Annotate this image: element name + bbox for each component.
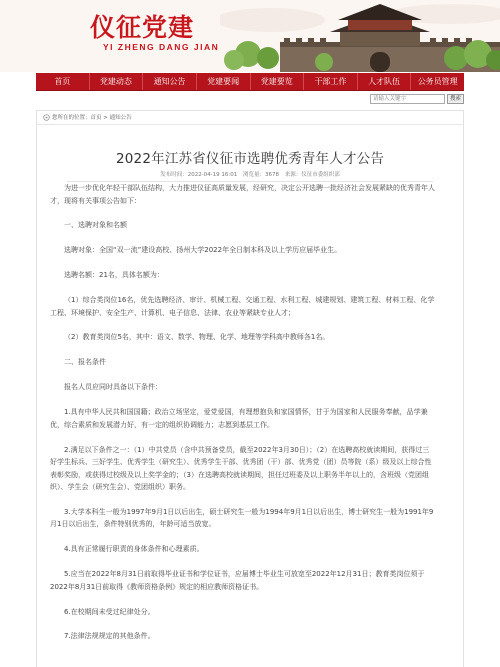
search-button[interactable]: 搜索 xyxy=(447,94,464,104)
view-count: 浏览量：3678 xyxy=(243,172,280,178)
article-meta xyxy=(37,170,463,178)
article-source: 来源：仪征市委组织部 xyxy=(284,172,340,178)
search-bar xyxy=(36,92,464,106)
nav-item-home[interactable]: 首页 xyxy=(36,73,90,90)
article-paragraph: 报名人员应同时具备以下条件： xyxy=(64,383,162,392)
article-paragraph: （1）综合类岗位16名，优先选聘经济、审计、机械工程、交通工程、水利工程、城建规划、建筑工程、材料工程、化学工程、环境保护、安全生产、计算机、电子信息、法律、农业等紧缺专业人才； xyxy=(50,296,435,317)
article-paragraph: 5.应当在2022年8月31日前取得毕业证书和学位证书，应届博士毕业生可放宽至2022年12月31日；教育类岗位须于2022年8月31日前取得《教师资格条例》规定的相应教师资格证书。 xyxy=(50,570,425,591)
article-paragraph: 选聘名额：21名，具体名额为： xyxy=(64,271,164,280)
site-title[interactable]: 仪征党建 xyxy=(90,13,195,42)
search-input[interactable] xyxy=(370,94,445,104)
article-paragraph: （2）教育类岗位5名，其中：语文、数学、物理、化学、地理等学科高中教师各1名。 xyxy=(64,333,330,342)
nav-item-talent-team[interactable]: 人才队伍 xyxy=(358,73,412,90)
breadcrumb-text[interactable]: 您所在的位置：首页 > 通知公告 xyxy=(52,114,132,121)
article-paragraph: 2.满足以下条件之一：（1）中共党员（含中共预备党员，截至2022年3月30日）；（2）在选聘高校就读期间，获得过三好学生标兵、三好学生、优秀学生（研究生）、优秀学生干部、优秀团（干）部、优秀党（团）员等院（系）级及以上综合性表彰奖励，或获得过校级及以上奖学金的；（3）在选聘高校就读期间，担任过班委及以上职务半年以上的，含班级（党团组织）、学生会（研究生会）、党团组织）职务。 xyxy=(50,445,432,492)
article-paragraph: 3.大学本科生一般为1997年9月1日以后出生，硕士研究生一般为1994年9月1日以后出生，博士研究生一般为1991年9月1日以后出生，条件特别优秀的，年龄可适当放宽。 xyxy=(50,507,434,529)
section-heading: 一、选聘对象和名额 xyxy=(64,221,127,230)
nav-item-notices[interactable]: 通知公告 xyxy=(143,73,197,90)
nav-item-party-news[interactable]: 党建动态 xyxy=(90,73,144,90)
breadcrumb xyxy=(37,111,463,125)
article-body xyxy=(50,182,435,655)
nav-item-party-headlines[interactable]: 党建要闻 xyxy=(197,73,251,90)
article-title: 2022年江苏省仪征市选聘优秀青年人才公告 xyxy=(115,151,385,167)
main-nav xyxy=(36,73,464,91)
section-heading: 二、报名条件 xyxy=(64,358,106,367)
nav-item-cadre-work[interactable]: 干部工作 xyxy=(304,73,358,90)
article-paragraph: 7.法律法规规定的其他条件。 xyxy=(64,632,155,641)
nav-item-party-overview[interactable]: 党建要览 xyxy=(251,73,305,90)
site-pinyin: YI ZHENG DANG JIAN xyxy=(103,42,220,52)
article-paragraph: 4.具有正常履行职责的身体条件和心理素质。 xyxy=(64,545,204,554)
article-paragraph: 选聘对象：全国“双一流”建设高校、扬州大学2022年全日制本科及以上学历应届毕业生。 xyxy=(64,246,342,255)
site-header xyxy=(0,0,500,72)
article-paragraph: 1.具有中华人民共和国国籍；政治立场坚定，爱党爱国，有理想抱负和家国情怀，甘于为国家和人民服务奉献，品学兼优，综合素质和发展潜力好，有一定的组织协调能力；志愿到基层工作。 xyxy=(50,408,428,429)
nav-item-civil-servant[interactable]: 公务员管理 xyxy=(417,77,458,86)
publish-date: 发布时间：2022-04-19 16:01 xyxy=(160,172,238,178)
city-gate-scenery xyxy=(220,0,500,72)
article-paragraph: 6.在校期间未受过纪律处分。 xyxy=(64,607,155,616)
location-icon xyxy=(43,114,50,121)
article-paragraph: 为进一步优化年轻干部队伍结构，大力推进仪征高质量发展，经研究，决定公开选聘一批经济社会发展紧缺的优秀青年人才，现将有关事项公告如下： xyxy=(50,184,435,205)
